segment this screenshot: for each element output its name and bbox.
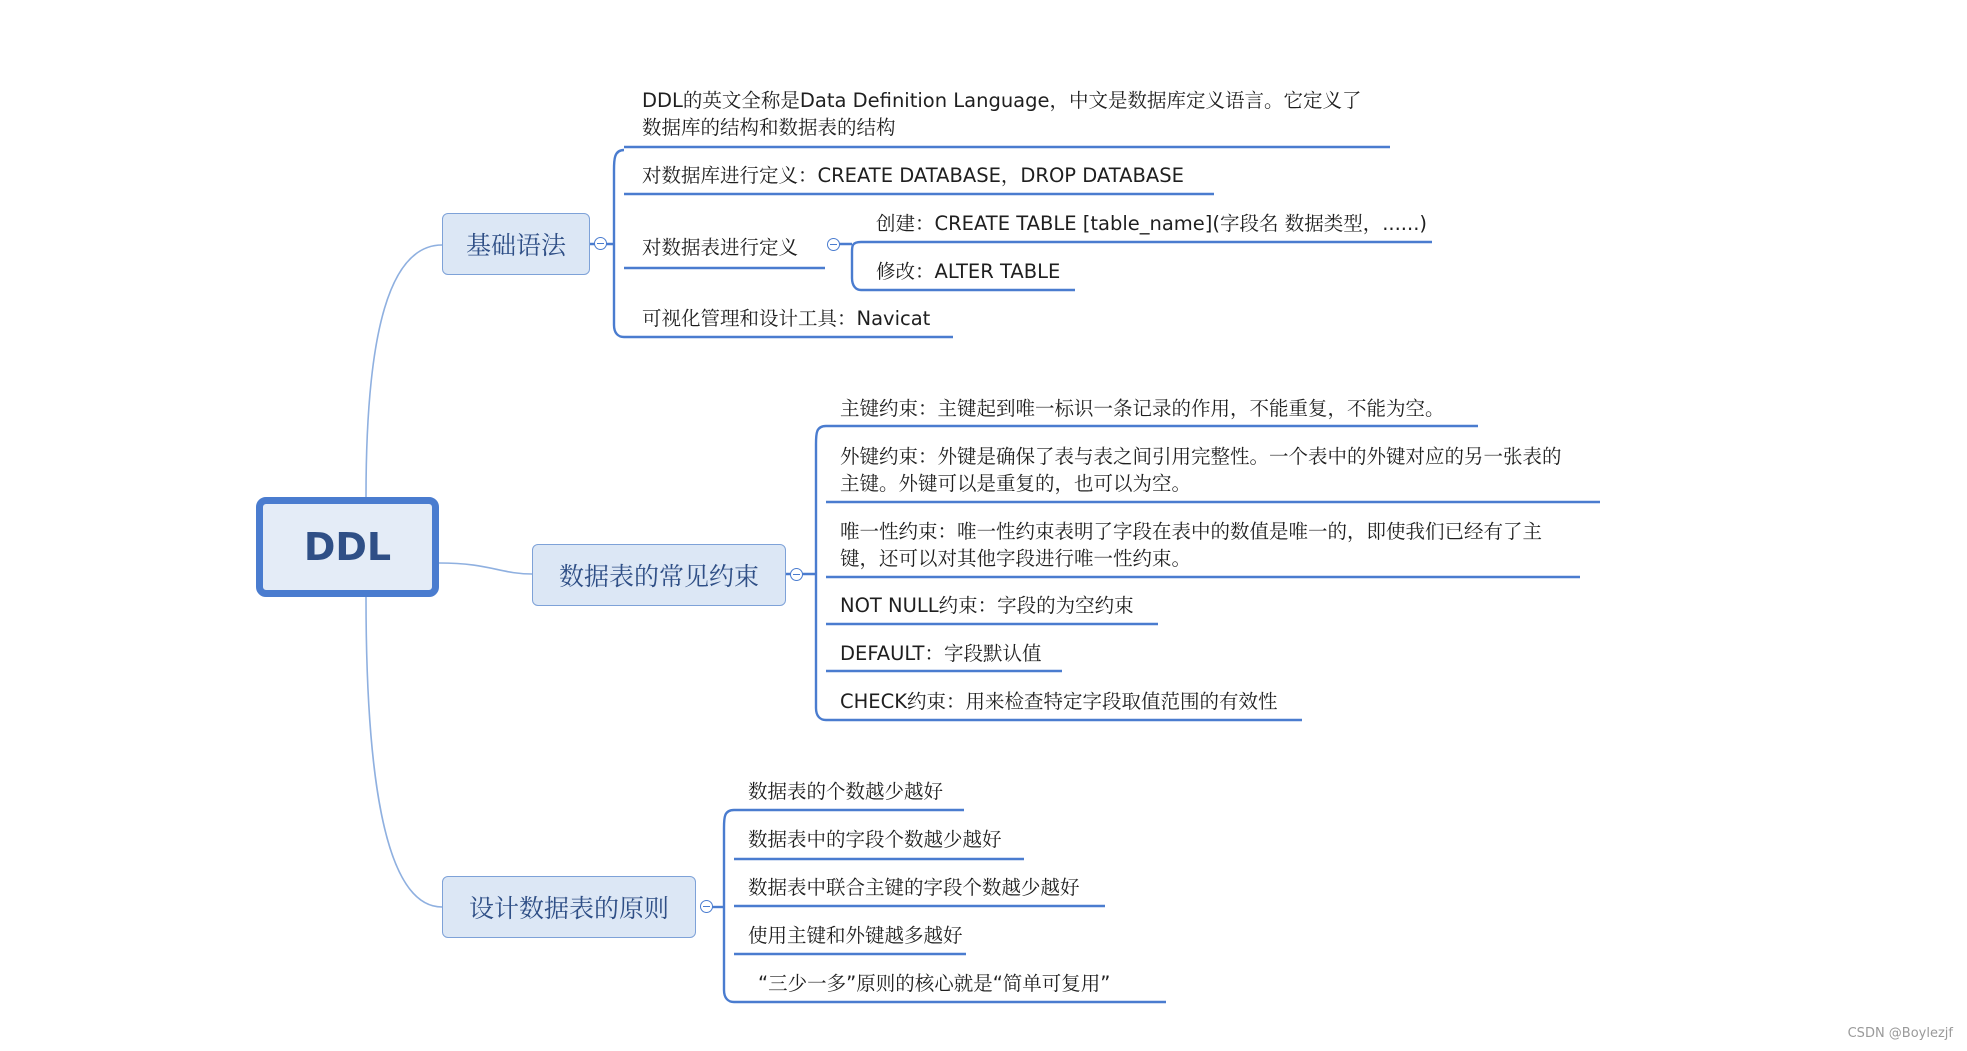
leaf-check[interactable]: CHECK约束：用来检查特定字段取值范围的有效性 (840, 690, 1278, 713)
leaf-text: DDL的英文全称是Data Definition Language，中文是数据库定义语言。它定义了 数据库的结构和数据表的结构 (642, 89, 1362, 139)
collapse-icon[interactable] (700, 900, 713, 913)
collapse-icon[interactable] (827, 238, 840, 251)
leaf-fewer-composite-keys[interactable]: 数据表中联合主键的字段个数越少越好 (748, 876, 1080, 899)
leaf-table-definition[interactable]: 对数据表进行定义 (642, 236, 799, 259)
leaf-database-definition[interactable]: 对数据库进行定义：CREATE DATABASE，DROP DATABASE (642, 164, 1184, 187)
leaf-default[interactable]: DEFAULT：字段默认值 (840, 642, 1042, 665)
root-to-design-principles (366, 597, 442, 907)
leaf-fewer-tables[interactable]: 数据表的个数越少越好 (748, 780, 944, 803)
collapse-icon[interactable] (594, 237, 607, 250)
leaf-fewer-fields[interactable]: 数据表中的字段个数越少越好 (748, 828, 1002, 851)
leaf-navicat[interactable]: 可视化管理和设计工具：Navicat (642, 307, 931, 330)
leaf-foreign-key[interactable]: 外键约束：外键是确保了表与表之间引用完整性。一个表中的外键对应的另一张表的 主键。外键可以是重复的，也可以为空。 (840, 445, 1562, 495)
root-to-constraints (439, 563, 532, 574)
leaf-unique[interactable]: 唯一性约束：唯一性约束表明了字段在表中的数值是唯一的，即使我们已经有了主 键，还可以对其他字段进行唯一性约束。 (840, 520, 1543, 570)
topic-design-principles[interactable]: 设计数据表的原则 (442, 876, 696, 938)
leaf-principle-core[interactable]: “三少一多”原则的核心就是“简单可复用” (758, 972, 1111, 995)
root-to-basic-syntax (366, 245, 442, 497)
leaf-alter-table[interactable]: 修改：ALTER TABLE (876, 260, 1061, 283)
leaf-primary-key[interactable]: 主键约束：主键起到唯一标识一条记录的作用，不能重复，不能为空。 (840, 397, 1445, 420)
collapse-icon[interactable] (790, 568, 803, 581)
leaf-ddl-definition[interactable] (642, 87, 1362, 141)
leaf-create-table[interactable]: 创建：CREATE TABLE [table_name](字段名 数据类型，......) (876, 212, 1427, 235)
leaf-not-null[interactable]: NOT NULL约束：字段的为空约束 (840, 594, 1134, 617)
watermark: CSDN @Boylezjf (1847, 1026, 1953, 1041)
topic-table-constraints[interactable]: 数据表的常见约束 (532, 544, 786, 606)
leaf-more-keys[interactable]: 使用主键和外键越多越好 (748, 924, 963, 947)
root-node-ddl[interactable]: DDL (256, 497, 439, 597)
topic-basic-syntax[interactable]: 基础语法 (442, 213, 590, 275)
